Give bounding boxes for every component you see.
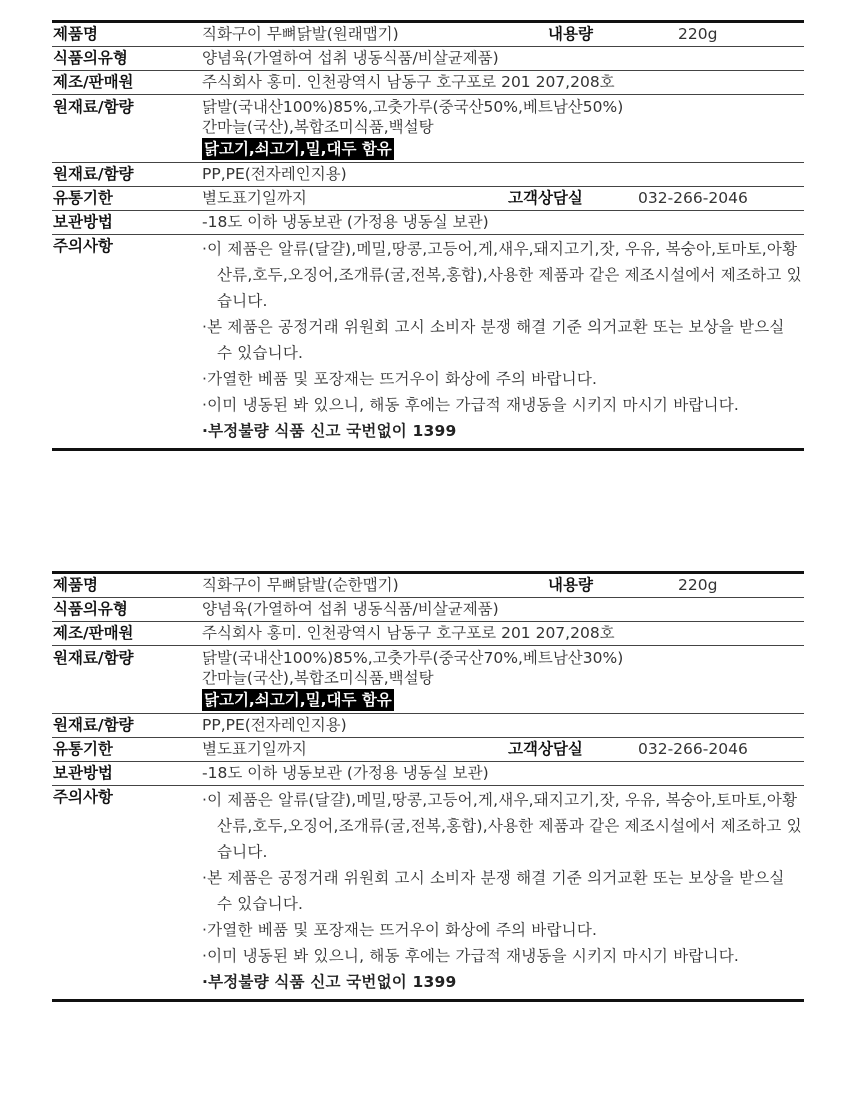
food-type-label: 식품의유형	[53, 49, 128, 67]
consult-label: 고객상담실	[508, 740, 583, 758]
storage-label: 보관방법	[53, 213, 113, 231]
volume-label: 내용량	[548, 576, 593, 594]
caution-item: ·이 제품은 알류(달걀),메밀,땅콩,고등어,게,새우,돼지고기,잣, 우유, 복숭아,토마토,아황산류,호두,오징어,조개류(굴,전복,홍합),사용한 제품과 같은 제조시설에서 제조하고 있습니다.	[202, 791, 802, 861]
expiration-row	[52, 738, 804, 762]
expiration-row	[52, 187, 804, 211]
packaging-row	[52, 163, 804, 187]
product-name-value: 직화구이 무뼈닭발(원래맵기)	[202, 25, 399, 43]
expiration-label: 유통기한	[53, 740, 113, 758]
packaging-value: PP,PE(전자레인지용)	[202, 716, 347, 734]
product-name-row	[52, 23, 804, 47]
product-name-value: 직화구이 무뼈닭발(순한맵기)	[202, 576, 399, 594]
caution-item: ·가열한 베품 및 포장재는 뜨거우이 화상에 주의 바랍니다.	[202, 921, 598, 939]
food-type-value: 양념육(가열하여 섭취 냉동식품/비살균제품)	[202, 600, 499, 618]
expiration-value: 별도표기일까지	[202, 189, 307, 207]
ingredients-row	[52, 95, 804, 163]
ingredients-line-2: 간마늘(국산),복합조미식품,백설탕	[202, 669, 434, 687]
consult-phone: 032-266-2046	[638, 189, 748, 207]
caution-item-report: ·부정불량 식품 신고 국번없이 1399	[202, 973, 457, 991]
packaging-label: 원재료/함량	[53, 716, 134, 734]
caution-label: 주의사항	[53, 788, 113, 806]
ingredients-line-1: 닭발(국내산100%)85%,고춧가루(중국산50%,베트남산50%)	[202, 98, 624, 116]
manufacturer-row	[52, 71, 804, 95]
allergen-notice: 닭고기,쇠고기,밀,대두 함유	[204, 140, 392, 158]
food-type-value: 양념육(가열하여 섭취 냉동식품/비살균제품)	[202, 49, 499, 67]
caution-row	[52, 235, 804, 448]
caution-label: 주의사항	[53, 237, 113, 255]
consult-label: 고객상담실	[508, 189, 583, 207]
caution-item: ·본 제품은 공정거래 위원회 고시 소비자 분쟁 해결 기준 의거교환 또는 보상을 받으실 수 있습니다.	[202, 869, 785, 913]
packaging-value: PP,PE(전자레인지용)	[202, 165, 347, 183]
storage-value: -18도 이하 냉동보관 (가정용 냉동실 보관)	[202, 764, 489, 782]
manufacturer-label: 제조/판매원	[53, 624, 134, 642]
ingredients-label: 원재료/함량	[53, 98, 134, 116]
caution-item-report: ·부정불량 식품 신고 국번없이 1399	[202, 422, 457, 440]
packaging-label: 원재료/함량	[53, 165, 134, 183]
food-type-label: 식품의유형	[53, 600, 128, 618]
expiration-label: 유통기한	[53, 189, 113, 207]
volume-label: 내용량	[548, 25, 593, 43]
manufacturer-value: 주식회사 홍미. 인천광역시 남동구 호구포로 201 207,208호	[202, 73, 615, 91]
ingredients-line-1: 닭발(국내산100%)85%,고춧가루(중국산70%,베트남산30%)	[202, 649, 624, 667]
storage-row	[52, 762, 804, 786]
caution-item: ·이미 냉동된 봐 있으니, 해동 후에는 가급적 재냉동을 시키지 마시기 바랍니다.	[202, 396, 740, 414]
ingredients-row	[52, 646, 804, 714]
ingredients-line-2: 간마늘(국산),복합조미식품,백설탕	[202, 118, 434, 136]
product-label-table-hot	[52, 20, 804, 451]
storage-label: 보관방법	[53, 764, 113, 782]
caution-item: ·가열한 베품 및 포장재는 뜨거우이 화상에 주의 바랍니다.	[202, 370, 598, 388]
expiration-value: 별도표기일까지	[202, 740, 307, 758]
storage-row	[52, 211, 804, 235]
ingredients-label: 원재료/함량	[53, 649, 134, 667]
product-label-table-mild	[52, 571, 804, 1002]
manufacturer-label: 제조/판매원	[53, 73, 134, 91]
volume-value: 220g	[678, 576, 718, 594]
consult-phone: 032-266-2046	[638, 740, 748, 758]
packaging-row	[52, 714, 804, 738]
caution-item: ·이미 냉동된 봐 있으니, 해동 후에는 가급적 재냉동을 시키지 마시기 바랍니다.	[202, 947, 740, 965]
food-type-row	[52, 47, 804, 71]
manufacturer-row	[52, 622, 804, 646]
product-name-label: 제품명	[53, 576, 98, 594]
storage-value: -18도 이하 냉동보관 (가정용 냉동실 보관)	[202, 213, 489, 231]
manufacturer-value: 주식회사 홍미. 인천광역시 남동구 호구포로 201 207,208호	[202, 624, 615, 642]
caution-item: ·이 제품은 알류(달걀),메밀,땅콩,고등어,게,새우,돼지고기,잣, 우유, 복숭아,토마토,아황산류,호두,오징어,조개류(굴,전복,홍합),사용한 제품과 같은 제조시설에서 제조하고 있습니다.	[202, 240, 802, 310]
allergen-notice: 닭고기,쇠고기,밀,대두 함유	[204, 691, 392, 709]
product-name-row	[52, 574, 804, 598]
caution-item: ·본 제품은 공정거래 위원회 고시 소비자 분쟁 해결 기준 의거교환 또는 보상을 받으실 수 있습니다.	[202, 318, 785, 362]
food-type-row	[52, 598, 804, 622]
caution-row	[52, 786, 804, 999]
product-name-label: 제품명	[53, 25, 98, 43]
volume-value: 220g	[678, 25, 718, 43]
